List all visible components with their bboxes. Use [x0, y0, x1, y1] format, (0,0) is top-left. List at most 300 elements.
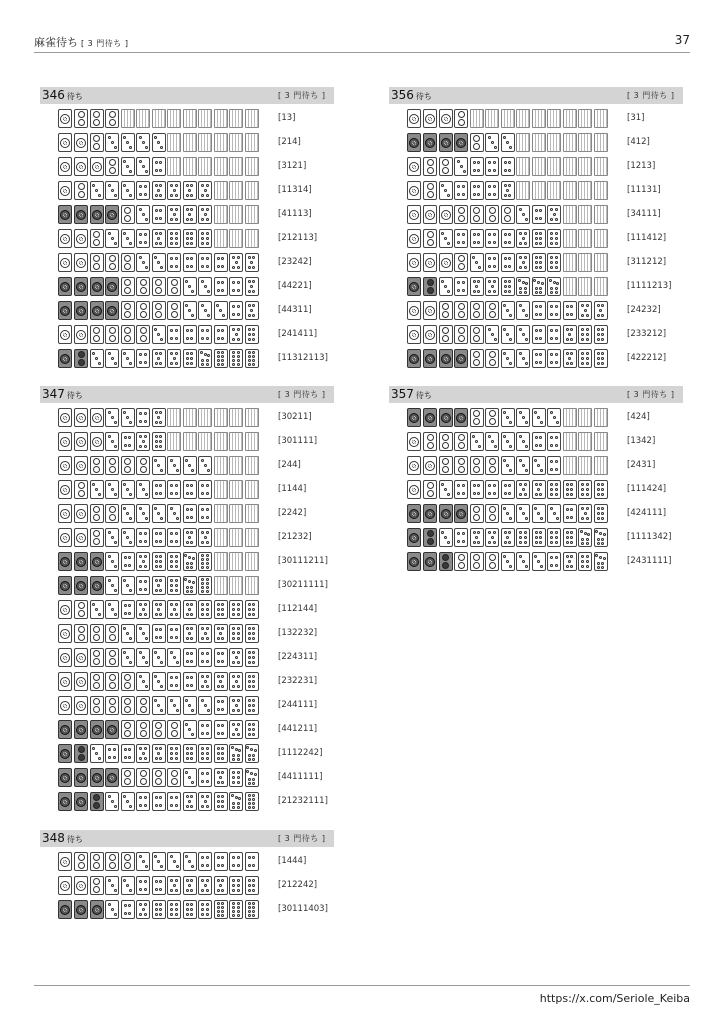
pip-icon: [462, 532, 465, 535]
pip-icon: [509, 362, 512, 365]
pip-icon: [123, 879, 126, 882]
pin-4-tile: [485, 181, 499, 200]
pin-6-tile: [183, 349, 197, 368]
pip-icon: [188, 580, 191, 583]
pip-icon: [129, 493, 132, 496]
pip-icon: [601, 314, 604, 317]
pip-icon: [217, 700, 220, 703]
pip-icon: [140, 335, 147, 342]
pip-icon: [601, 566, 604, 569]
pip-icon: [157, 704, 160, 707]
pip-icon: [473, 418, 480, 425]
pip-icon: [504, 241, 507, 244]
hand-tiles: [407, 229, 611, 249]
pin-1-tile: [407, 552, 421, 571]
pip-icon: [217, 752, 220, 755]
pin-5-tile: [501, 528, 515, 547]
pip-icon: [221, 889, 224, 892]
pip-icon: [159, 484, 162, 487]
pip-icon: [252, 328, 255, 331]
pip-icon: [248, 754, 251, 757]
pin-3-tile: [121, 624, 135, 643]
pin-2-tile: [167, 768, 181, 787]
empty-slot: [516, 133, 530, 152]
hand-code: [112144]: [278, 604, 318, 614]
pin-6-tile: [516, 528, 530, 547]
pip-icon: [201, 732, 204, 735]
pip-icon: [491, 285, 494, 288]
pip-icon: [509, 469, 512, 472]
pip-icon: [92, 306, 102, 316]
pip-icon: [444, 285, 447, 288]
empty-slot: [563, 205, 577, 224]
pip-icon: [188, 536, 191, 539]
pip-icon: [217, 627, 220, 630]
pip-icon: [108, 903, 111, 906]
pin-1-tile: [407, 325, 421, 344]
pin-2-tile: [454, 205, 468, 224]
pin-4-tile: [214, 325, 228, 344]
pip-icon: [252, 627, 255, 630]
hand-code: [1144]: [278, 484, 307, 494]
pip-icon: [555, 291, 558, 294]
pin-3-tile: [516, 504, 530, 523]
pin-7-tile: [578, 528, 592, 547]
pip-icon: [60, 437, 70, 447]
pip-icon: [570, 541, 573, 544]
pip-icon: [493, 531, 496, 534]
pip-icon: [108, 184, 111, 187]
hand-row: [389, 503, 683, 525]
pip-icon: [473, 241, 476, 244]
page-title-text: 麻雀待ち: [34, 36, 78, 49]
pip-icon: [504, 484, 507, 487]
empty-slot: [214, 205, 228, 224]
pip-icon: [126, 884, 129, 887]
pip-icon: [494, 338, 497, 341]
pin-3-tile: [136, 157, 150, 176]
pip-icon: [475, 261, 478, 264]
pin-1-tile: [58, 408, 72, 427]
empty-slot: [594, 133, 608, 152]
pip-icon: [144, 603, 147, 606]
hand-row: [40, 551, 334, 573]
pin-1-tile: [439, 408, 453, 427]
pip-icon: [175, 237, 178, 240]
pip-icon: [190, 795, 193, 798]
pin-5-tile: [152, 408, 166, 427]
pip-icon: [175, 257, 178, 260]
pip-icon: [232, 328, 235, 331]
hand-row: [40, 527, 334, 549]
pip-icon: [98, 757, 101, 760]
pip-icon: [170, 555, 173, 558]
pip-icon: [425, 557, 435, 567]
pin-2-tile: [74, 109, 88, 128]
pip-icon: [76, 162, 86, 172]
pip-icon: [154, 651, 157, 654]
pip-icon: [217, 359, 220, 362]
pip-icon: [566, 362, 569, 365]
pin-3-tile: [152, 456, 166, 475]
pip-icon: [139, 913, 142, 916]
pip-icon: [129, 589, 132, 592]
pip-icon: [206, 257, 209, 260]
pip-icon: [123, 352, 126, 355]
pin-5-tile: [470, 528, 484, 547]
pip-icon: [144, 193, 147, 196]
hand-tiles: [58, 624, 262, 644]
pip-icon: [190, 242, 193, 245]
pip-icon: [477, 161, 480, 164]
pip-icon: [555, 266, 558, 269]
pip-icon: [550, 531, 553, 534]
pip-icon: [170, 747, 173, 750]
hand-tiles: [58, 301, 262, 321]
pip-icon: [248, 266, 251, 269]
empty-slot: [214, 552, 228, 571]
pip-icon: [109, 506, 116, 513]
pip-icon: [175, 908, 178, 911]
pin-2-tile: [439, 432, 453, 451]
pip-icon: [493, 492, 496, 495]
pip-icon: [93, 658, 100, 665]
pin-4-tile: [152, 876, 166, 895]
pip-icon: [493, 290, 496, 293]
pip-icon: [586, 483, 589, 486]
pin-8-tile: [198, 552, 212, 571]
pin-4-tile: [547, 552, 561, 571]
empty-slot: [563, 408, 577, 427]
pip-icon: [519, 242, 522, 245]
pin-5-tile: [229, 720, 243, 739]
pip-icon: [144, 913, 147, 916]
empty-slot: [594, 408, 608, 427]
pip-icon: [201, 590, 204, 593]
pip-icon: [190, 586, 193, 589]
pin-6-tile: [183, 900, 197, 919]
pip-icon: [173, 704, 176, 707]
pip-icon: [586, 314, 589, 317]
pip-icon: [506, 560, 509, 563]
hand-row: [40, 156, 334, 178]
pip-icon: [159, 169, 162, 172]
pip-icon: [139, 565, 142, 568]
pip-icon: [237, 758, 240, 761]
pip-icon: [204, 704, 207, 707]
pip-icon: [427, 191, 434, 198]
pip-icon: [111, 189, 114, 192]
pin-1-tile: [439, 205, 453, 224]
pip-icon: [123, 531, 126, 534]
pip-icon: [568, 357, 571, 360]
pip-icon: [252, 806, 255, 809]
hand-row: [389, 132, 683, 154]
pip-icon: [525, 314, 528, 317]
pin-3-tile: [121, 157, 135, 176]
pip-icon: [175, 184, 178, 187]
pin-1-tile: [58, 528, 72, 547]
pip-icon: [93, 231, 100, 238]
pip-icon: [237, 884, 240, 887]
pip-icon: [107, 282, 117, 292]
pip-icon: [170, 651, 173, 654]
pin-1-tile: [74, 301, 88, 320]
pip-icon: [477, 531, 480, 534]
pip-icon: [570, 565, 573, 568]
pip-icon: [109, 698, 116, 705]
hand-row: [40, 180, 334, 202]
pip-icon: [252, 704, 255, 707]
pip-icon: [506, 309, 509, 312]
pin-1-tile: [90, 408, 104, 427]
pin-1-tile: [454, 349, 468, 368]
empty-slot: [532, 133, 546, 152]
pip-icon: [200, 351, 203, 354]
pin-4-tile: [485, 253, 499, 272]
pip-icon: [206, 582, 209, 585]
pip-icon: [237, 289, 240, 292]
pip-icon: [473, 233, 476, 236]
pip-icon: [441, 354, 451, 364]
pip-icon: [250, 748, 253, 751]
empty-slot: [516, 109, 530, 128]
pip-icon: [473, 290, 476, 293]
pin-5-tile: [214, 672, 228, 691]
pin-4-tile: [198, 720, 212, 739]
pip-icon: [232, 256, 235, 259]
pip-icon: [78, 351, 85, 358]
pip-icon: [186, 676, 189, 679]
pip-icon: [171, 311, 178, 318]
pin-3-tile: [516, 301, 530, 320]
pip-icon: [170, 232, 173, 235]
pip-icon: [217, 637, 220, 640]
pip-icon: [555, 208, 558, 211]
pin-6-tile: [501, 277, 515, 296]
pip-icon: [60, 138, 70, 148]
pin-5-tile: [563, 349, 577, 368]
pip-icon: [597, 507, 600, 510]
pip-icon: [217, 608, 220, 611]
pin-1-tile: [58, 672, 72, 691]
pip-icon: [124, 556, 127, 559]
section-title: [42, 387, 83, 401]
pip-icon: [190, 757, 193, 760]
pip-icon: [126, 141, 129, 144]
pin-2-tile: [90, 109, 104, 128]
pip-icon: [248, 884, 251, 887]
pin-6-tile: [245, 624, 259, 643]
pip-icon: [441, 114, 451, 124]
pip-icon: [458, 442, 465, 449]
pin-1-tile: [58, 852, 72, 871]
pip-icon: [76, 677, 86, 687]
hand-row: [389, 156, 683, 178]
pip-icon: [111, 608, 114, 611]
pip-icon: [60, 186, 70, 196]
pin-1-tile: [74, 456, 88, 475]
empty-slot: [245, 576, 259, 595]
section-number: 346: [42, 88, 65, 102]
pip-icon: [491, 141, 494, 144]
pip-icon: [458, 207, 465, 214]
pip-icon: [503, 328, 506, 331]
pin-3-tile: [121, 504, 135, 523]
pip-icon: [489, 207, 496, 214]
pip-icon: [477, 492, 480, 495]
pin-2-tile: [423, 157, 437, 176]
pip-icon: [248, 280, 251, 283]
pin-3-tile: [454, 157, 468, 176]
pip-icon: [221, 879, 224, 882]
empty-slot: [214, 181, 228, 200]
pip-icon: [113, 748, 116, 751]
pip-icon: [109, 514, 116, 521]
pip-icon: [442, 562, 449, 569]
pip-icon: [493, 257, 496, 260]
pip-icon: [232, 685, 235, 688]
pip-icon: [206, 554, 209, 557]
pin-2-tile: [470, 408, 484, 427]
pip-icon: [201, 265, 204, 268]
pin-3-tile: [167, 648, 181, 667]
pip-icon: [581, 362, 584, 365]
pip-icon: [458, 562, 465, 569]
pip-icon: [488, 541, 491, 544]
pin-3-tile: [532, 552, 546, 571]
pin-2-tile: [470, 504, 484, 523]
hand-row: [389, 348, 683, 370]
pip-icon: [114, 541, 117, 544]
pip-icon: [248, 889, 251, 892]
pip-icon: [173, 357, 176, 360]
pip-icon: [76, 581, 86, 591]
pip-icon: [539, 536, 542, 539]
pip-icon: [139, 483, 142, 486]
pip-icon: [232, 651, 235, 654]
pip-icon: [190, 752, 193, 755]
pip-icon: [254, 773, 257, 776]
pip-icon: [186, 242, 189, 245]
pip-icon: [155, 440, 158, 443]
hand-row: [40, 575, 334, 597]
pin-4-tile: [136, 349, 150, 368]
pip-icon: [92, 747, 95, 750]
pip-icon: [201, 879, 204, 882]
pin-5-tile: [152, 181, 166, 200]
pip-icon: [144, 532, 147, 535]
empty-slot: [578, 109, 592, 128]
pip-icon: [186, 747, 189, 750]
pip-icon: [139, 353, 142, 356]
pip-icon: [232, 910, 235, 913]
pin-2-tile: [470, 349, 484, 368]
pin-1-tile: [58, 624, 72, 643]
pip-icon: [126, 416, 129, 419]
pip-icon: [93, 650, 100, 657]
pip-icon: [456, 138, 466, 148]
pip-icon: [232, 758, 235, 761]
pip-icon: [566, 555, 569, 558]
pip-icon: [175, 352, 178, 355]
pin-2-tile: [105, 624, 119, 643]
empty-slot: [198, 157, 212, 176]
pip-icon: [175, 208, 178, 211]
pip-icon: [221, 805, 224, 808]
pip-icon: [160, 469, 163, 472]
pip-icon: [139, 855, 142, 858]
pip-icon: [204, 213, 207, 216]
pip-icon: [60, 509, 70, 519]
pip-icon: [175, 232, 178, 235]
pip-icon: [170, 184, 173, 187]
pip-icon: [509, 146, 512, 149]
pip-icon: [206, 637, 209, 640]
pip-icon: [175, 329, 178, 332]
pin-2-tile: [90, 325, 104, 344]
pip-icon: [581, 517, 584, 520]
pip-icon: [252, 906, 255, 909]
pip-icon: [541, 282, 544, 285]
pip-icon: [540, 469, 543, 472]
hand-row: [389, 455, 683, 477]
pip-icon: [155, 232, 158, 235]
pip-icon: [78, 746, 85, 753]
pin-2-tile: [152, 301, 166, 320]
pin-2-tile: [90, 852, 104, 871]
hand-tiles: [58, 349, 262, 369]
pip-icon: [237, 889, 240, 892]
pip-icon: [217, 795, 220, 798]
pin-4-tile: [214, 253, 228, 272]
pip-icon: [217, 329, 220, 332]
pip-icon: [206, 903, 209, 906]
pip-icon: [142, 213, 145, 216]
pip-icon: [248, 879, 251, 882]
pip-icon: [473, 492, 476, 495]
pip-icon: [201, 660, 204, 663]
pip-icon: [190, 257, 193, 260]
pip-icon: [232, 359, 235, 362]
section-title: [391, 387, 432, 401]
pin-1-tile: [439, 133, 453, 152]
pip-icon: [186, 516, 189, 519]
pip-icon: [586, 517, 589, 520]
hand-tiles: [58, 672, 262, 692]
pip-icon: [188, 800, 191, 803]
pin-3-tile: [532, 408, 546, 427]
hand-row: [40, 324, 334, 346]
hand-tiles: [58, 552, 262, 572]
pip-icon: [114, 889, 117, 892]
pip-icon: [185, 459, 188, 462]
pip-icon: [155, 445, 158, 448]
pin-1-tile: [423, 301, 437, 320]
pip-icon: [252, 661, 255, 664]
pip-icon: [76, 330, 86, 340]
pip-icon: [175, 757, 178, 760]
pip-icon: [95, 357, 98, 360]
pip-icon: [555, 488, 558, 491]
pip-icon: [109, 255, 116, 262]
pin-7-tile: [229, 792, 243, 811]
pip-icon: [142, 908, 145, 911]
hand-tiles: [407, 181, 611, 201]
pip-icon: [597, 333, 600, 336]
pip-icon: [597, 566, 600, 569]
pip-icon: [186, 652, 189, 655]
